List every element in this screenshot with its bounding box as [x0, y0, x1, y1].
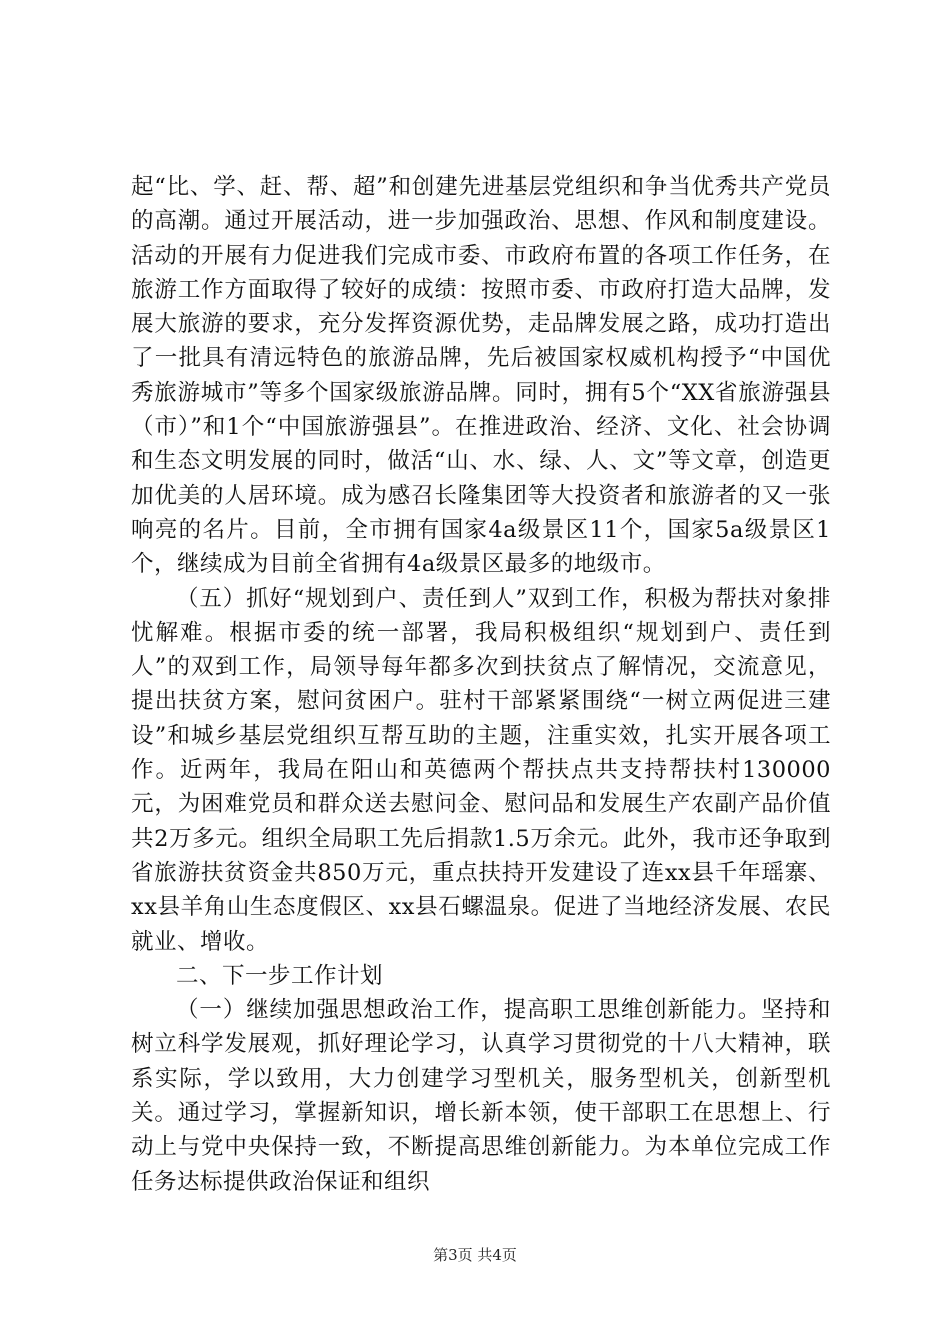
paragraph-ideological-work: （一）继续加强思想政治工作，提高职工思维创新能力。坚持和树立科学发展观，抓好理论学习，认真学习贯彻党的十八大精神，联系实际，学以致用，大力创建学习型机关，服务型机关，创新型机关。通过学习，掌握新知识，增长新本领，使干部职工在思想上、行动上与党中央保持一致，不断提高思维创新能力。为本单位完成工作任务达标提供政治保证和组织 — [131, 997, 831, 1195]
section-heading-next-plan: 二、下一步工作计划 — [176, 962, 384, 989]
document-body — [131, 170, 831, 1199]
paragraph-poverty-relief: （五）抓好“规划到户、责任到人”双到工作，积极为帮扶对象排忧解难。根据市委的统一部署，我局积极组织“规划到户、责任到人”的双到工作，局领导每年都多次到扶贫点了解情况，交流意见，提出扶贫方案，慰问贫困户。驻村干部紧紧围绕“一树立两促进三建设”和城乡基层党组织互帮互助的主题，注重实效，扎实开展各项工作。近两年，我局在阳山和英德两个帮扶点共支持帮扶村130000元，为困难党员和群众送去慰问金、慰问品和发展生产农副产品价值共2万多元。组织全局职工先后捐款1.5万余元。此外，我市还争取到省旅游扶贫资金共850万元，重点扶持开发建设了连xx县千年瑶寨、xx县羊角山生态度假区、xx县石螺温泉。促进了当地经济发展、农民就业、增收。 — [131, 585, 831, 955]
page-number-footer: 第3页 共4页 — [433, 1246, 517, 1264]
paragraph-achievements: 起“比、学、赶、帮、超”和创建先进基层党组织和争当优秀共产党员的高潮。通过开展活动，进一步加强政治、思想、作风和制度建设。活动的开展有力促进我们完成市委、市政府布置的各项工作任务，在旅游工作方面取得了较好的成绩：按照市委、市政府打造大品牌，发展大旅游的要求，充分发挥资源优势，走品牌发展之路，成功打造出了一批具有清远特色的旅游品牌，先后被国家权威机构授予“中国优秀旅游城市”等多个国家级旅游品牌。同时，拥有5个“XX省旅游强县（市）”和1个“中国旅游强县”。在推进政治、经济、文化、社会协调和生态文明发展的同时，做活“山、水、绿、人、文”等文章，创造更加优美的人居环境。成为感召长隆集团等大投资者和旅游者的又一张响亮的名片。目前，全市拥有国家4a级景区11个，国家5a级景区1个，继续成为目前全省拥有4a级景区最多的地级市。 — [131, 174, 831, 578]
